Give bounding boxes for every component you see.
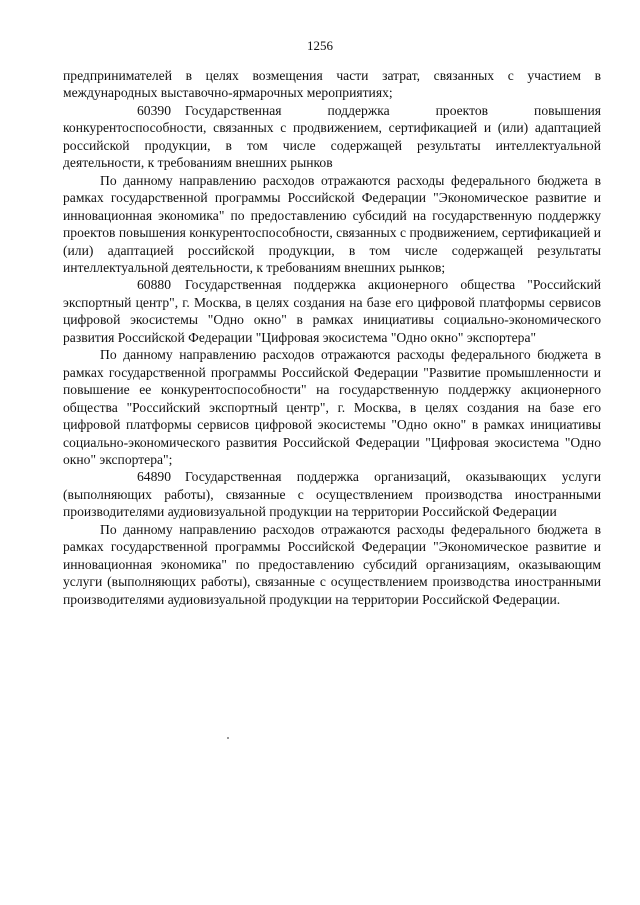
paragraph-60390 [63,102,601,172]
paragraph-description-60880 [63,346,601,468]
paragraph-text: По данному направлению расходов отражаются расходы федерального бюджета в рамках государственной программы Российской Федерации "Экономическое развитие и инновационная экономика" по предоставлению субсидий организациям, оказывающим услуги (выполняющих работы), связанные с осуществлением производства иностранными производителями аудиовизуальной продукции на территории Российской Федерации. [63,521,601,607]
paragraph-text: предпринимателей в целях возмещения части затрат, связанных с участием в международных выставочно-ярмарочных мероприятиях; [63,68,601,101]
paragraph-description-64890 [63,521,601,608]
expense-code: 64890 [137,469,171,485]
expense-code: 60390 [137,102,171,118]
paragraph-64890 [63,468,601,520]
expense-code: 60880 [137,277,171,293]
paragraph-60880 [63,276,601,346]
document-body [63,67,601,608]
page-number: 1256 [307,38,333,53]
paragraph-text: По данному направлению расходов отражаются расходы федерального бюджета в рамках государственной программы Российской Федерации "Развитие промышленности и повышение ее конкурентоспособности" на государственную поддержку акционерного общества "Российский экспортный центр", г. Москва, в целях создания на базе его цифровой платформы сервисов цифровой экосистемы "Одно окно" в рамках инициативы социально-экономического развития Российской Федерации "Цифровая экосистема "Одно окно" экспортера"; [63,347,601,467]
paragraph-text: По данному направлению расходов отражаются расходы федерального бюджета в рамках государственной программы Российской Федерации "Экономическое развитие и инновационная экономика" по предоставлению субсидий на государственную поддержку проектов повышения конкурентоспособности, связанных с продвижением, сертификацией и (или) адаптацией российской продукции, в том числе содержащей результаты интеллектуальной деятельности, к требованиям внешних рынков; [63,172,601,275]
paragraph-description-60390 [63,172,601,277]
scan-speck [227,737,229,739]
paragraph-text: Государственная поддержка проектов повышения конкурентоспособности, связанных с продвижением, сертификацией и (или) адаптацией российской продукции, в том числе содержащей результаты интеллектуальной деятельности, к требованиям внешних рынков [63,102,601,171]
paragraph-text: Государственная поддержка акционерного общества "Российский экспортный центр", г. Москва, в целях создания на базе его цифровой платформы сервисов цифровой экосистемы "Одно окно" в рамках инициативы социально-экономического развития Российской Федерации "Цифровая экосистема "Одно окно" экспортера" [63,277,601,345]
paragraph-text: Государственная поддержка организаций, оказывающих услуги (выполняющих работы), связанные с осуществлением производства иностранными производителями аудиовизуальной продукции на территории Российской Федерации [63,469,601,520]
paragraph-continuation [63,67,601,102]
